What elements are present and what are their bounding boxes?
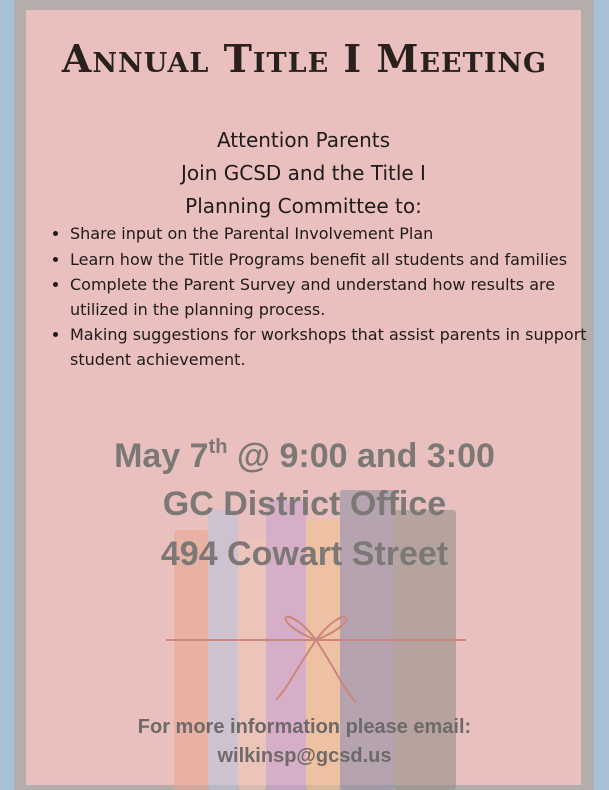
flyer-title: Annual Title I Meeting [61, 36, 548, 81]
contact-prompt: For more information please email: [137, 716, 472, 738]
intro-line-3: Planning Committee to: [185, 194, 422, 218]
event-date-suffix: th [208, 436, 228, 458]
contact-email[interactable]: wilkinsp@gcsd.us [217, 745, 392, 767]
agenda-item: • Making suggestions for workshops that assist parents in support student achievement. [70, 323, 598, 372]
intro-line-2: Join GCSD and the Title I [181, 161, 426, 185]
agenda-item: • Learn how the Title Programs benefit all students and families [70, 248, 598, 273]
event-location: GC District Office [162, 485, 447, 523]
event-date-prefix: May 7 [114, 437, 209, 475]
event-address: 494 Cowart Street [160, 535, 449, 573]
intro-text [26, 124, 581, 223]
event-date [0, 436, 609, 476]
agenda-item: • Complete the Parent Survey and understand how results are utilized in the planning process. [70, 273, 598, 322]
agenda-item: • Share input on the Parental Involvement Plan [70, 222, 598, 247]
intro-line-1: Attention Parents [216, 128, 391, 152]
agenda-list [48, 222, 598, 373]
event-times: @ 9:00 and 3:00 [227, 437, 495, 475]
